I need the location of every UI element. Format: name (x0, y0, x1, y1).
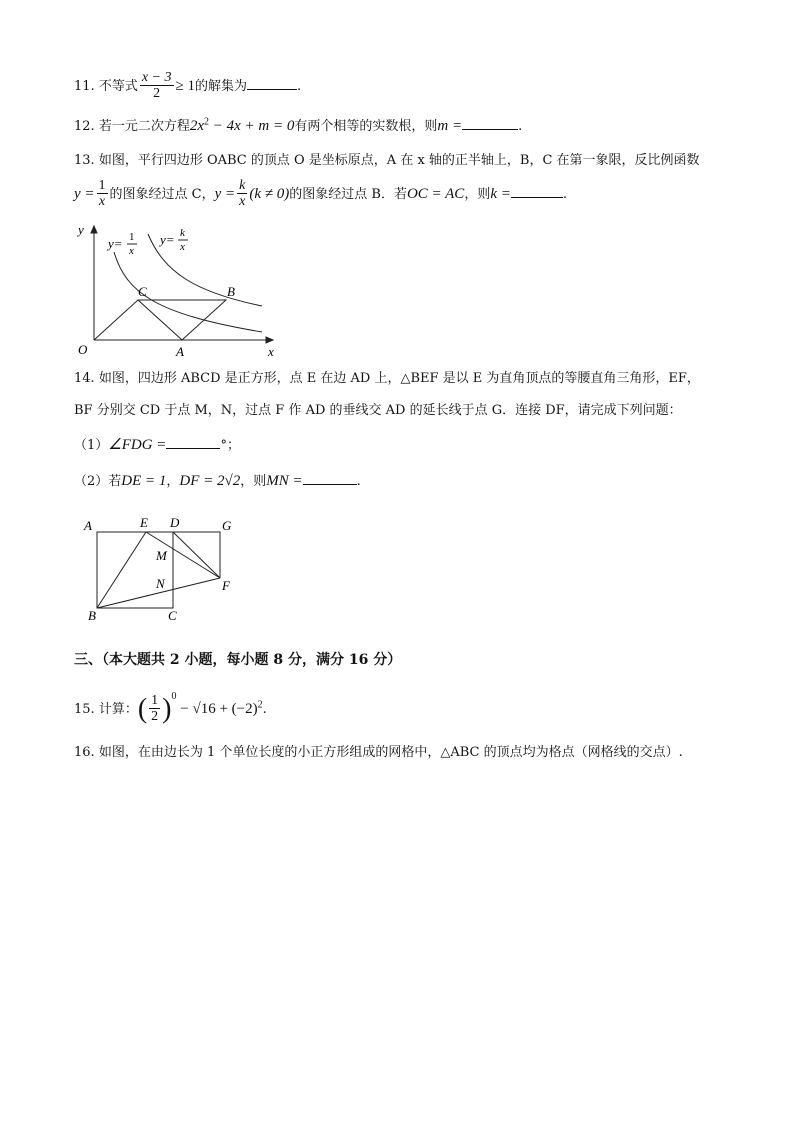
fig13-curve2-den: x (180, 241, 185, 253)
fig14-label-d: D (170, 515, 180, 530)
q15-end: . (262, 702, 267, 717)
q13-var: k = (490, 186, 511, 203)
q14-part2-de: DE = 1 (121, 473, 167, 489)
q11-fraction (140, 70, 174, 103)
q13-text4: ，则 (464, 187, 491, 203)
q16-text: 如图，在由边长为 1 个单位长度的小正方形组成的网格中，△ABC 的顶点均为格点（网格线的交点）. (98, 745, 683, 760)
q14-part2-end: . (356, 474, 361, 489)
q15-frac-num: 1 (151, 692, 159, 708)
question-16 (74, 746, 683, 759)
q13-condition: (k ≠ 0) (249, 186, 290, 203)
question-14-line2 (74, 404, 682, 417)
q14-part1-end: °； (220, 438, 240, 453)
q13-end: . (562, 187, 567, 203)
figure-14 (80, 514, 250, 626)
fig14-label-a: A (84, 518, 92, 533)
segment-df (173, 532, 220, 578)
fig13-label-o: O (78, 342, 88, 357)
question-14-line1 (74, 372, 700, 385)
curve-1-over-x (114, 252, 262, 332)
q14-part1-blank[interactable] (166, 436, 220, 449)
q14-part2-blank[interactable] (303, 472, 357, 485)
q13-frac2 (237, 178, 247, 211)
q14-part2-sep: ， (166, 474, 180, 489)
q13-number: 13. (74, 153, 95, 168)
fig13-curve1-num: 1 (129, 231, 135, 243)
question-15 (74, 692, 267, 726)
q13-frac2-den: x (239, 194, 246, 210)
fig13-label-a: A (176, 344, 184, 359)
q14-part2-label: （2）若 (74, 474, 122, 489)
fig14-label-f: F (222, 578, 230, 593)
segment-be (97, 532, 146, 608)
q15-minus-sqrt: − √16 + (176, 701, 232, 717)
fig13-label-c: C (138, 284, 147, 299)
fig13-curve2-num: k (180, 227, 185, 239)
x-axis-arrow (266, 337, 273, 343)
fig13-label-y: y (78, 222, 84, 237)
q15-frac-den: 2 (151, 709, 159, 725)
q12-answer-blank[interactable] (462, 117, 518, 130)
q13-text1: 如图，平行四边形 OABC 的顶点 O 是坐标原点，A 在 x 轴的正半轴上，B，C 在第一象限，反比例函数 (98, 153, 700, 168)
q14-number: 14. (74, 371, 95, 386)
q16-number: 16. (74, 745, 95, 760)
question-11 (74, 70, 301, 103)
q11-number: 11. (74, 79, 95, 95)
q15-neg2: (−2) (231, 701, 258, 717)
figure-13 (74, 222, 284, 362)
q13-frac1 (97, 178, 108, 211)
q12-eq-a: 2x (189, 118, 205, 134)
q14-part2-then: ，则 (240, 474, 267, 489)
q11-frac-num: x − 3 (141, 70, 172, 85)
q11-frac-den: 2 (153, 86, 161, 102)
fig13-label-b: B (227, 284, 235, 299)
fig14-label-e: E (140, 515, 148, 530)
q12-middle: 有两个相等的实数根，则 (294, 119, 438, 134)
fig13-label-x: x (268, 344, 274, 359)
q15-number: 15. (74, 702, 95, 717)
q13-relation: OC = AC (406, 186, 465, 203)
segment-ca (138, 300, 182, 340)
fig14-label-n: N (156, 576, 165, 591)
q12-number: 12. (74, 119, 95, 134)
square-abcd (97, 532, 173, 608)
q11-end: . (297, 79, 302, 95)
q11-relation: ≥ 1 (175, 78, 195, 95)
q12-end: . (518, 119, 523, 134)
q15-exp0: 0 (171, 691, 177, 702)
q11-suffix: 的解集为 (195, 79, 248, 95)
q13-frac1-den: x (98, 194, 106, 210)
q13-y-eq1: y = (74, 186, 95, 203)
q15-exp2: 2 (257, 699, 263, 711)
q15-paren-open: ( (137, 693, 148, 725)
fig14-label-c: C (168, 608, 177, 623)
fig14-label-b: B (88, 608, 96, 623)
fig13-curve1-den: x (129, 245, 134, 257)
q12-eq-sup: 2 (204, 116, 210, 128)
q11-answer-blank[interactable] (247, 77, 297, 90)
question-13-line2 (74, 178, 567, 211)
question-14-part2 (74, 472, 361, 489)
q14-part1-label: （1） (74, 438, 109, 453)
fig13-curve2-y: y= (160, 232, 175, 247)
y-axis-arrow (91, 226, 97, 233)
q13-y-eq2: y = (214, 186, 236, 203)
q12-prefix: 若一元二次方程 (98, 119, 190, 134)
q15-fraction (149, 693, 160, 726)
question-12 (74, 117, 522, 134)
fig14-label-g: G (222, 518, 232, 533)
q14-text2: BF 分别交 CD 于点 M，N，过点 F 作 AD 的垂线交 AD 的延长线于点 G．连接 DF，请完成下列问题： (74, 403, 682, 418)
fig13-curve1-y: y= (108, 236, 123, 251)
q14-part2-mn: MN = (266, 473, 303, 489)
question-14-part1 (74, 436, 240, 453)
q13-frac2-num: k (239, 178, 246, 193)
q13-frac1-num: 1 (98, 178, 106, 193)
question-13-line1 (74, 154, 700, 167)
q15-paren-close: ) (162, 693, 172, 725)
q11-prefix: 不等式 (98, 79, 138, 95)
q12-var: m = (437, 118, 463, 134)
q13-text3: 的图象经过点 B．若 (289, 187, 407, 203)
q14-part1-expr: ∠FDG = (108, 437, 167, 453)
section-3-heading: 三、（本大题共 2 小题，每小题 8 分，满分 16 分） (74, 652, 402, 668)
q15-prefix: 计算： (98, 702, 138, 717)
q13-text2: 的图象经过点 C， (109, 187, 215, 203)
q14-part2-df: DF = 2√2 (179, 473, 241, 489)
q14-text1: 如图，四边形 ABCD 是正方形，点 E 在边 AD 上，△BEF 是以 E 为直角顶点的等腰直角三角形，EF， (98, 371, 700, 386)
q12-eq-b: − 4x + m = 0 (209, 118, 295, 134)
q13-answer-blank[interactable] (511, 185, 563, 198)
fig14-label-m: M (156, 548, 167, 563)
